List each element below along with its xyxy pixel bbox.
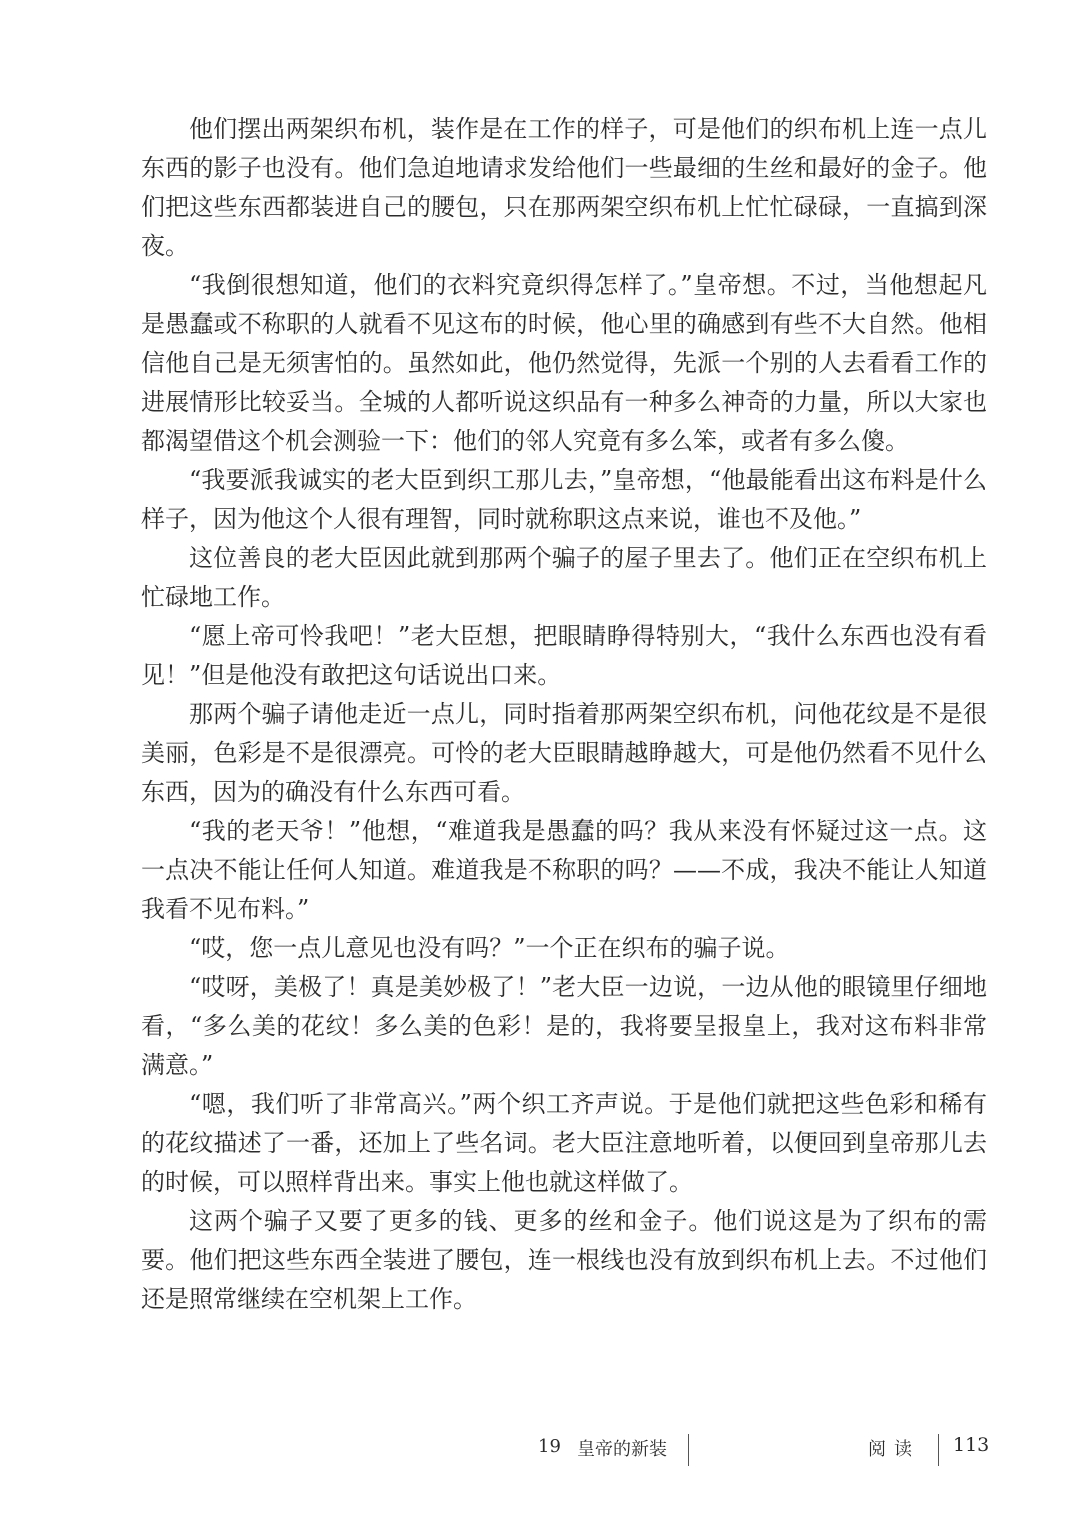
section-label: 阅读 xyxy=(868,1439,920,1460)
paragraph: “嗯，我们听了非常高兴。”两个织工齐声说。于是他们就把这些色彩和稀有的花纹描述了一番，还加上了些名词。老大臣注意地听着，以便回到皇帝那儿去的时候，可以照样背出来。事实上他也就这样做了。 xyxy=(141,1090,987,1196)
page-footer xyxy=(0,1428,1080,1468)
body-text xyxy=(141,110,987,1319)
paragraph: 那两个骗子请他走近一点儿，同时指着那两架空织布机，问他花纹是不是很美丽，色彩是不是很漂亮。可怜的老大臣眼睛越睁越大，可是他仍然看不见什么东西，因为的确没有什么东西可看。 xyxy=(141,700,987,806)
page-number: 113 xyxy=(953,1434,990,1456)
paragraph: “哎呀，美极了！真是美妙极了！”老大臣一边说，一边从他的眼镜里仔细地看，“多么美的花纹！多么美的色彩！是的，我将要呈报皇上，我对这布料非常满意。” xyxy=(141,973,987,1079)
paragraph: 他们摆出两架织布机，装作是在工作的样子，可是他们的织布机上连一点儿东西的影子也没有。他们急迫地请求发给他们一些最细的生丝和最好的金子。他们把这些东西都装进自己的腰包，只在那两架空织布机上忙忙碌碌，一直搞到深夜。 xyxy=(141,115,987,260)
paragraph: “我的老天爷！”他想，“难道我是愚蠢的吗？我从来没有怀疑过这一点。这一点决不能让任何人知道。难道我是不称职的吗？——不成，我决不能让人知道我看不见布料。” xyxy=(141,817,987,923)
chapter-number: 19 xyxy=(538,1436,561,1457)
paragraph: 这位善良的老大臣因此就到那两个骗子的屋子里去了。他们正在空织布机上忙碌地工作。 xyxy=(141,544,987,611)
footer-divider xyxy=(688,1434,689,1466)
paragraph: “我要派我诚实的老大臣到织工那儿去，”皇帝想，“他最能看出这布料是什么样子，因为他这个人很有理智，同时就称职这点来说，谁也不及他。” xyxy=(141,466,987,533)
paragraph: “愿上帝可怜我吧！”老大臣想，把眼睛睁得特别大，“我什么东西也没有看见！”但是他没有敢把这句话说出口来。 xyxy=(141,622,987,689)
paragraph: 这两个骗子又要了更多的钱、更多的丝和金子。他们说这是为了织布的需要。他们把这些东西全装进了腰包，连一根线也没有放到织布机上去。不过他们还是照常继续在空机架上工作。 xyxy=(141,1207,987,1313)
chapter-title: 皇帝的新装 xyxy=(577,1439,667,1460)
footer-divider xyxy=(938,1434,939,1466)
paragraph: “我倒很想知道，他们的衣料究竟织得怎样了。”皇帝想。不过，当他想起凡是愚蠢或不称职的人就看不见这布的时候，他心里的确感到有些不大自然。他相信他自己是无须害怕的。虽然如此，他仍然觉得，先派一个别的人去看看工作的进展情形比较妥当。全城的人都听说这织品有一种多么神奇的力量，所以大家也都渴望借这个机会测验一下：他们的邻人究竟有多么笨，或者有多么傻。 xyxy=(141,271,987,455)
paragraph: “哎，您一点儿意见也没有吗？”一个正在织布的骗子说。 xyxy=(189,934,790,962)
